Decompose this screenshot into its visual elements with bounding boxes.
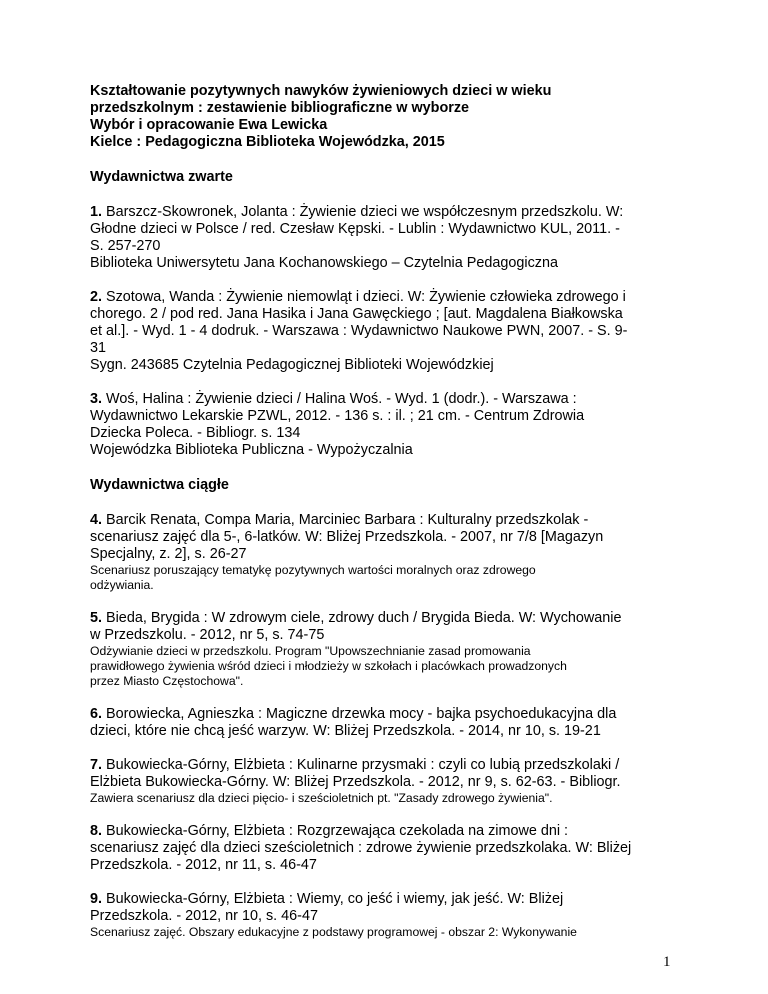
entry-line: 5. Bieda, Brygida : W zdrowym ciele, zdrowy duch / Brygida Bieda. W: Wychowanie — [90, 610, 622, 626]
entry-line: Głodne dzieci w Polsce / red. Czesław Kępski. - Lublin : Wydawnictwo KUL, 2011. - — [90, 221, 620, 237]
bibliography-entry — [90, 610, 680, 689]
entry-line: S. 257-270 — [90, 238, 161, 254]
section-title-serials: Wydawnictwa ciągłe — [90, 477, 229, 493]
entry-number: 2. — [90, 289, 103, 305]
entry-line: scenariusz zajęć dla 5-, 6-latków. W: Bliżej Przedszkola. - 2007, nr 7/8 [Magazyn — [90, 529, 604, 545]
entry-line: 6. Borowiecka, Agnieszka : Magiczne drzewka mocy - bajka psychoedukacyjna dla — [90, 706, 617, 722]
bibliography-entry — [90, 204, 680, 272]
bibliography-entry — [90, 706, 680, 740]
document-header — [90, 83, 680, 151]
entry-line: Przedszkola. - 2012, nr 11, s. 46-47 — [90, 857, 317, 873]
section-title-monographs: Wydawnictwa zwarte — [90, 169, 233, 185]
entry-number: 9. — [90, 891, 103, 907]
entry-line: 3. Woś, Halina : Żywienie dzieci / Halina Woś. - Wyd. 1 (dodr.). - Warszawa : — [90, 391, 577, 407]
entry-line: 1. Barszcz-Skowronek, Jolanta : Żywienie dzieci we współczesnym przedszkolu. W: — [90, 204, 624, 220]
entry-line: dzieci, które nie chcą jeść warzyw. W: Bliżej Przedszkola. - 2014, nr 10, s. 19-21 — [90, 723, 601, 739]
entry-line: 8. Bukowiecka-Górny, Elżbieta : Rozgrzewająca czekolada na zimowe dni : — [90, 823, 569, 839]
entry-number: 8. — [90, 823, 103, 839]
title-line: Kształtowanie pozytywnych nawyków żywieniowych dzieci w wieku — [90, 83, 552, 99]
entry-line: Przedszkola. - 2012, nr 10, s. 46-47 — [90, 908, 318, 924]
entry-note: Scenariusz zajęć. Obszary edukacyjne z podstawy programowej - obszar 2: Wykonywanie — [90, 925, 577, 939]
entry-note: przez Miasto Częstochowa". — [90, 674, 244, 688]
entry-note: odżywiania. — [90, 578, 154, 592]
entry-line: 4. Barcik Renata, Compa Maria, Marciniec Barbara : Kulturalny przedszkolak - — [90, 512, 589, 528]
entry-line: et al.]. - Wyd. 1 - 4 dodruk. - Warszawa : Wydawnictwo Naukowe PWN, 2007. - S. 9- — [90, 323, 628, 339]
entry-line: Specjalny, z. 2], s. 26-27 — [90, 546, 247, 562]
entry-line: 31 — [90, 340, 107, 356]
entry-number: 6. — [90, 706, 103, 722]
entry-number: 5. — [90, 610, 103, 626]
title-line: przedszkolnym : zestawienie bibliograficzne w wyborze — [90, 100, 470, 116]
entry-location: Biblioteka Uniwersytetu Jana Kochanowskiego – Czytelnia Pedagogiczna — [90, 255, 558, 271]
entry-line: 2. Szotowa, Wanda : Żywienie niemowląt i dzieci. W: Żywienie człowieka zdrowego i — [90, 289, 626, 305]
bibliography-entry — [90, 289, 680, 374]
bibliography-entry — [90, 512, 680, 593]
author-line: Wybór i opracowanie Ewa Lewicka — [90, 117, 328, 133]
entry-line: 9. Bukowiecka-Górny, Elżbieta : Wiemy, co jeść i wiemy, jak jeść. W: Bliżej — [90, 891, 564, 907]
entry-number: 1. — [90, 204, 103, 220]
entry-line: Elżbieta Bukowiecka-Górny. W: Bliżej Przedszkola. - 2012, nr 9, s. 62-63. - Bibliogr. — [90, 774, 621, 790]
entry-note: prawidłowego żywienia wśród dzieci i młodzieży w szkołach i placówkach prowadzonych — [90, 659, 567, 673]
bibliography-entry — [90, 823, 680, 874]
entry-location: Wojewódzka Biblioteka Publiczna - Wypożyczalnia — [90, 442, 413, 458]
entry-note: Scenariusz poruszający tematykę pozytywnych wartości moralnych oraz zdrowego — [90, 563, 536, 577]
entry-line: scenariusz zajęć dla dzieci sześcioletnich : zdrowe żywienie przedszkolaka. W: Bliżej — [90, 840, 632, 856]
entry-line: Dziecka Poleca. - Bibliogr. s. 134 — [90, 425, 301, 441]
entry-number: 7. — [90, 757, 103, 773]
entry-line: chorego. 2 / pod red. Jana Hasika i Jana Gawęckiego ; [aut. Magdalena Białkowska — [90, 306, 623, 322]
bibliography-entry — [90, 391, 680, 459]
bibliography-entry — [90, 891, 680, 940]
entry-location: Sygn. 243685 Czytelnia Pedagogicznej Biblioteki Wojewódzkiej — [90, 357, 494, 373]
entry-note: Zawiera scenariusz dla dzieci pięcio- i sześcioletnich pt. "Zasady zdrowego żywienia". — [90, 791, 553, 805]
bibliography-entry — [90, 757, 680, 806]
entry-line: 7. Bukowiecka-Górny, Elżbieta : Kulinarne przysmaki : czyli co lubią przedszkolaki / — [90, 757, 620, 773]
entry-line: Wydawnictwo Lekarskie PZWL, 2012. - 136 s. : il. ; 21 cm. - Centrum Zdrowia — [90, 408, 585, 424]
page-number: 1 — [663, 954, 671, 970]
document-page — [90, 83, 680, 957]
entry-number: 3. — [90, 391, 103, 407]
entry-number: 4. — [90, 512, 103, 528]
publisher-line: Kielce : Pedagogiczna Biblioteka Wojewódzka, 2015 — [90, 134, 445, 150]
entry-line: w Przedszkolu. - 2012, nr 5, s. 74-75 — [90, 627, 325, 643]
entry-note: Odżywianie dzieci w przedszkolu. Program "Upowszechnianie zasad promowania — [90, 644, 531, 658]
